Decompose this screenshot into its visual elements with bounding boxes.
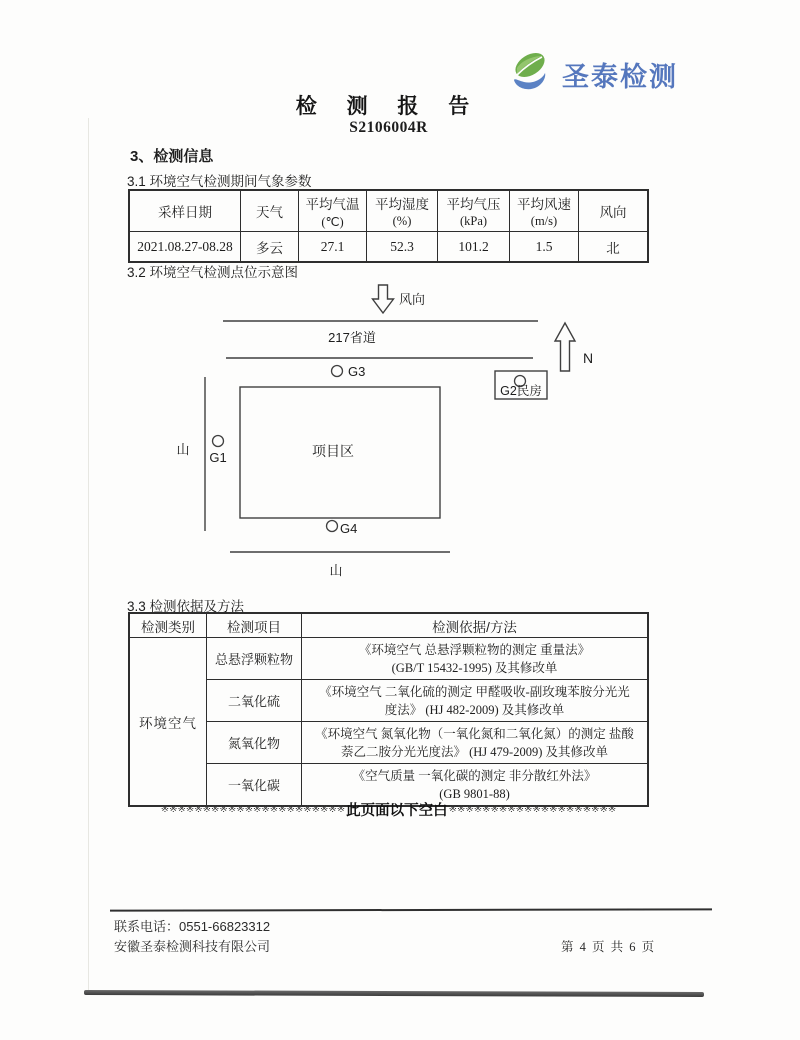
methods-header-method: 检测依据/方法 xyxy=(302,613,649,638)
point-g3-label: G3 xyxy=(348,364,366,379)
north-label: N xyxy=(583,350,594,366)
weather-table xyxy=(128,189,649,263)
blank-below-notice xyxy=(128,799,649,820)
logo-text: 圣泰检测 xyxy=(562,62,678,92)
methods-category-cell: 环境空气 xyxy=(129,638,207,807)
hill-bottom-label: 山 xyxy=(329,563,343,578)
project-area-label: 项目区 xyxy=(312,443,354,459)
methods-method-cell: 《环境空气 二氧化硫的测定 甲醛吸收-副玫瑰苯胺分光光 度法》 (HJ 482-2009) 及其修改单 xyxy=(302,680,649,722)
point-g4-label: G4 xyxy=(340,521,358,536)
page-edge-left xyxy=(88,118,89,992)
wind-direction-arrow-icon xyxy=(373,285,394,313)
page-edge-bottom xyxy=(84,990,704,997)
weather-cell-sky: 多云 xyxy=(241,232,299,263)
point-g3-marker xyxy=(332,366,343,377)
footer-phone: 联系电话：0551-66823312 xyxy=(114,919,271,934)
weather-header-row xyxy=(129,190,648,232)
weather-header-pressure: 平均气压 (kPa) xyxy=(438,190,510,232)
methods-method-cell: 《环境空气 总悬浮颗粒物的测定 重量法》 (GB/T 15432-1995) 及其修改单 xyxy=(302,638,649,680)
weather-header-windspeed: 平均风速 (m/s) xyxy=(510,190,579,232)
caption-3-1: 3.1 环境空气检测期间气象参数 xyxy=(127,174,312,189)
weather-header-date: 采样日期 xyxy=(129,190,241,232)
methods-header-row xyxy=(129,613,648,638)
methods-item-cell: 总悬浮颗粒物 xyxy=(207,638,302,680)
weather-header-sky: 天气 xyxy=(241,190,299,232)
footer-page-number: 第 4 页 共 6 页 xyxy=(561,940,656,954)
stars-left: ※※※※※※※※※※※※※※※※※※※※※※ xyxy=(160,804,346,815)
methods-method-cell: 《环境空气 氮氧化物（一氧化氮和二氧化氮）的测定 盐酸 萘乙二胺分光光度法》 (HJ 479-2009) 及其修改单 xyxy=(302,722,649,764)
report-number: S2106004R xyxy=(349,119,428,136)
weather-cell-humidity: 52.3 xyxy=(367,232,438,263)
wind-label: 风向 xyxy=(399,292,426,307)
section-heading: 3、检测信息 xyxy=(130,148,214,165)
hill-left-label: 山 xyxy=(176,442,190,457)
methods-row xyxy=(129,680,648,722)
methods-table xyxy=(128,612,649,807)
methods-row xyxy=(129,638,648,680)
weather-cell-temp: 27.1 xyxy=(299,232,367,263)
site-diagram xyxy=(128,279,649,579)
methods-row xyxy=(129,722,648,764)
weather-cell-winddir: 北 xyxy=(579,232,649,263)
weather-cell-pressure: 101.2 xyxy=(438,232,510,263)
weather-data-row xyxy=(129,232,648,263)
weather-cell-date: 2021.08.27-08.28 xyxy=(129,232,241,263)
caption-3-3: 3.3 检测依据及方法 xyxy=(127,599,245,614)
stars-right: ※※※※※※※※※※※※※※※※※※※※ xyxy=(448,804,617,815)
point-g4-marker xyxy=(327,521,338,532)
weather-header-winddir: 风向 xyxy=(579,190,649,232)
methods-item-cell: 一氧化碳 xyxy=(207,764,302,807)
weather-header-humidity: 平均湿度 (%) xyxy=(367,190,438,232)
blank-below-text: 此页面以下空白 xyxy=(346,803,448,819)
methods-item-cell: 二氧化硫 xyxy=(207,680,302,722)
footer-company: 安徽圣泰检测科技有限公司 xyxy=(114,939,271,954)
point-g2-label: G2民房 xyxy=(500,384,542,398)
methods-header-category: 检测类别 xyxy=(129,613,207,638)
footer-rule xyxy=(110,908,712,911)
point-g1-marker xyxy=(213,436,224,447)
caption-3-2: 3.2 环境空气检测点位示意图 xyxy=(127,265,299,280)
weather-header-temp: 平均气温 (℃) xyxy=(299,190,367,232)
weather-cell-windspeed: 1.5 xyxy=(510,232,579,263)
page-title: 检 测 报 告 xyxy=(295,95,482,118)
methods-item-cell: 氮氧化物 xyxy=(207,722,302,764)
methods-method-cell: 《空气质量 一氧化碳的测定 非分散红外法》 (GB 9801-88) xyxy=(302,764,649,807)
methods-header-item: 检测项目 xyxy=(207,613,302,638)
road-label: 217省道 xyxy=(328,330,376,345)
point-g1-label: G1 xyxy=(209,450,227,465)
north-arrow-icon xyxy=(555,323,575,371)
